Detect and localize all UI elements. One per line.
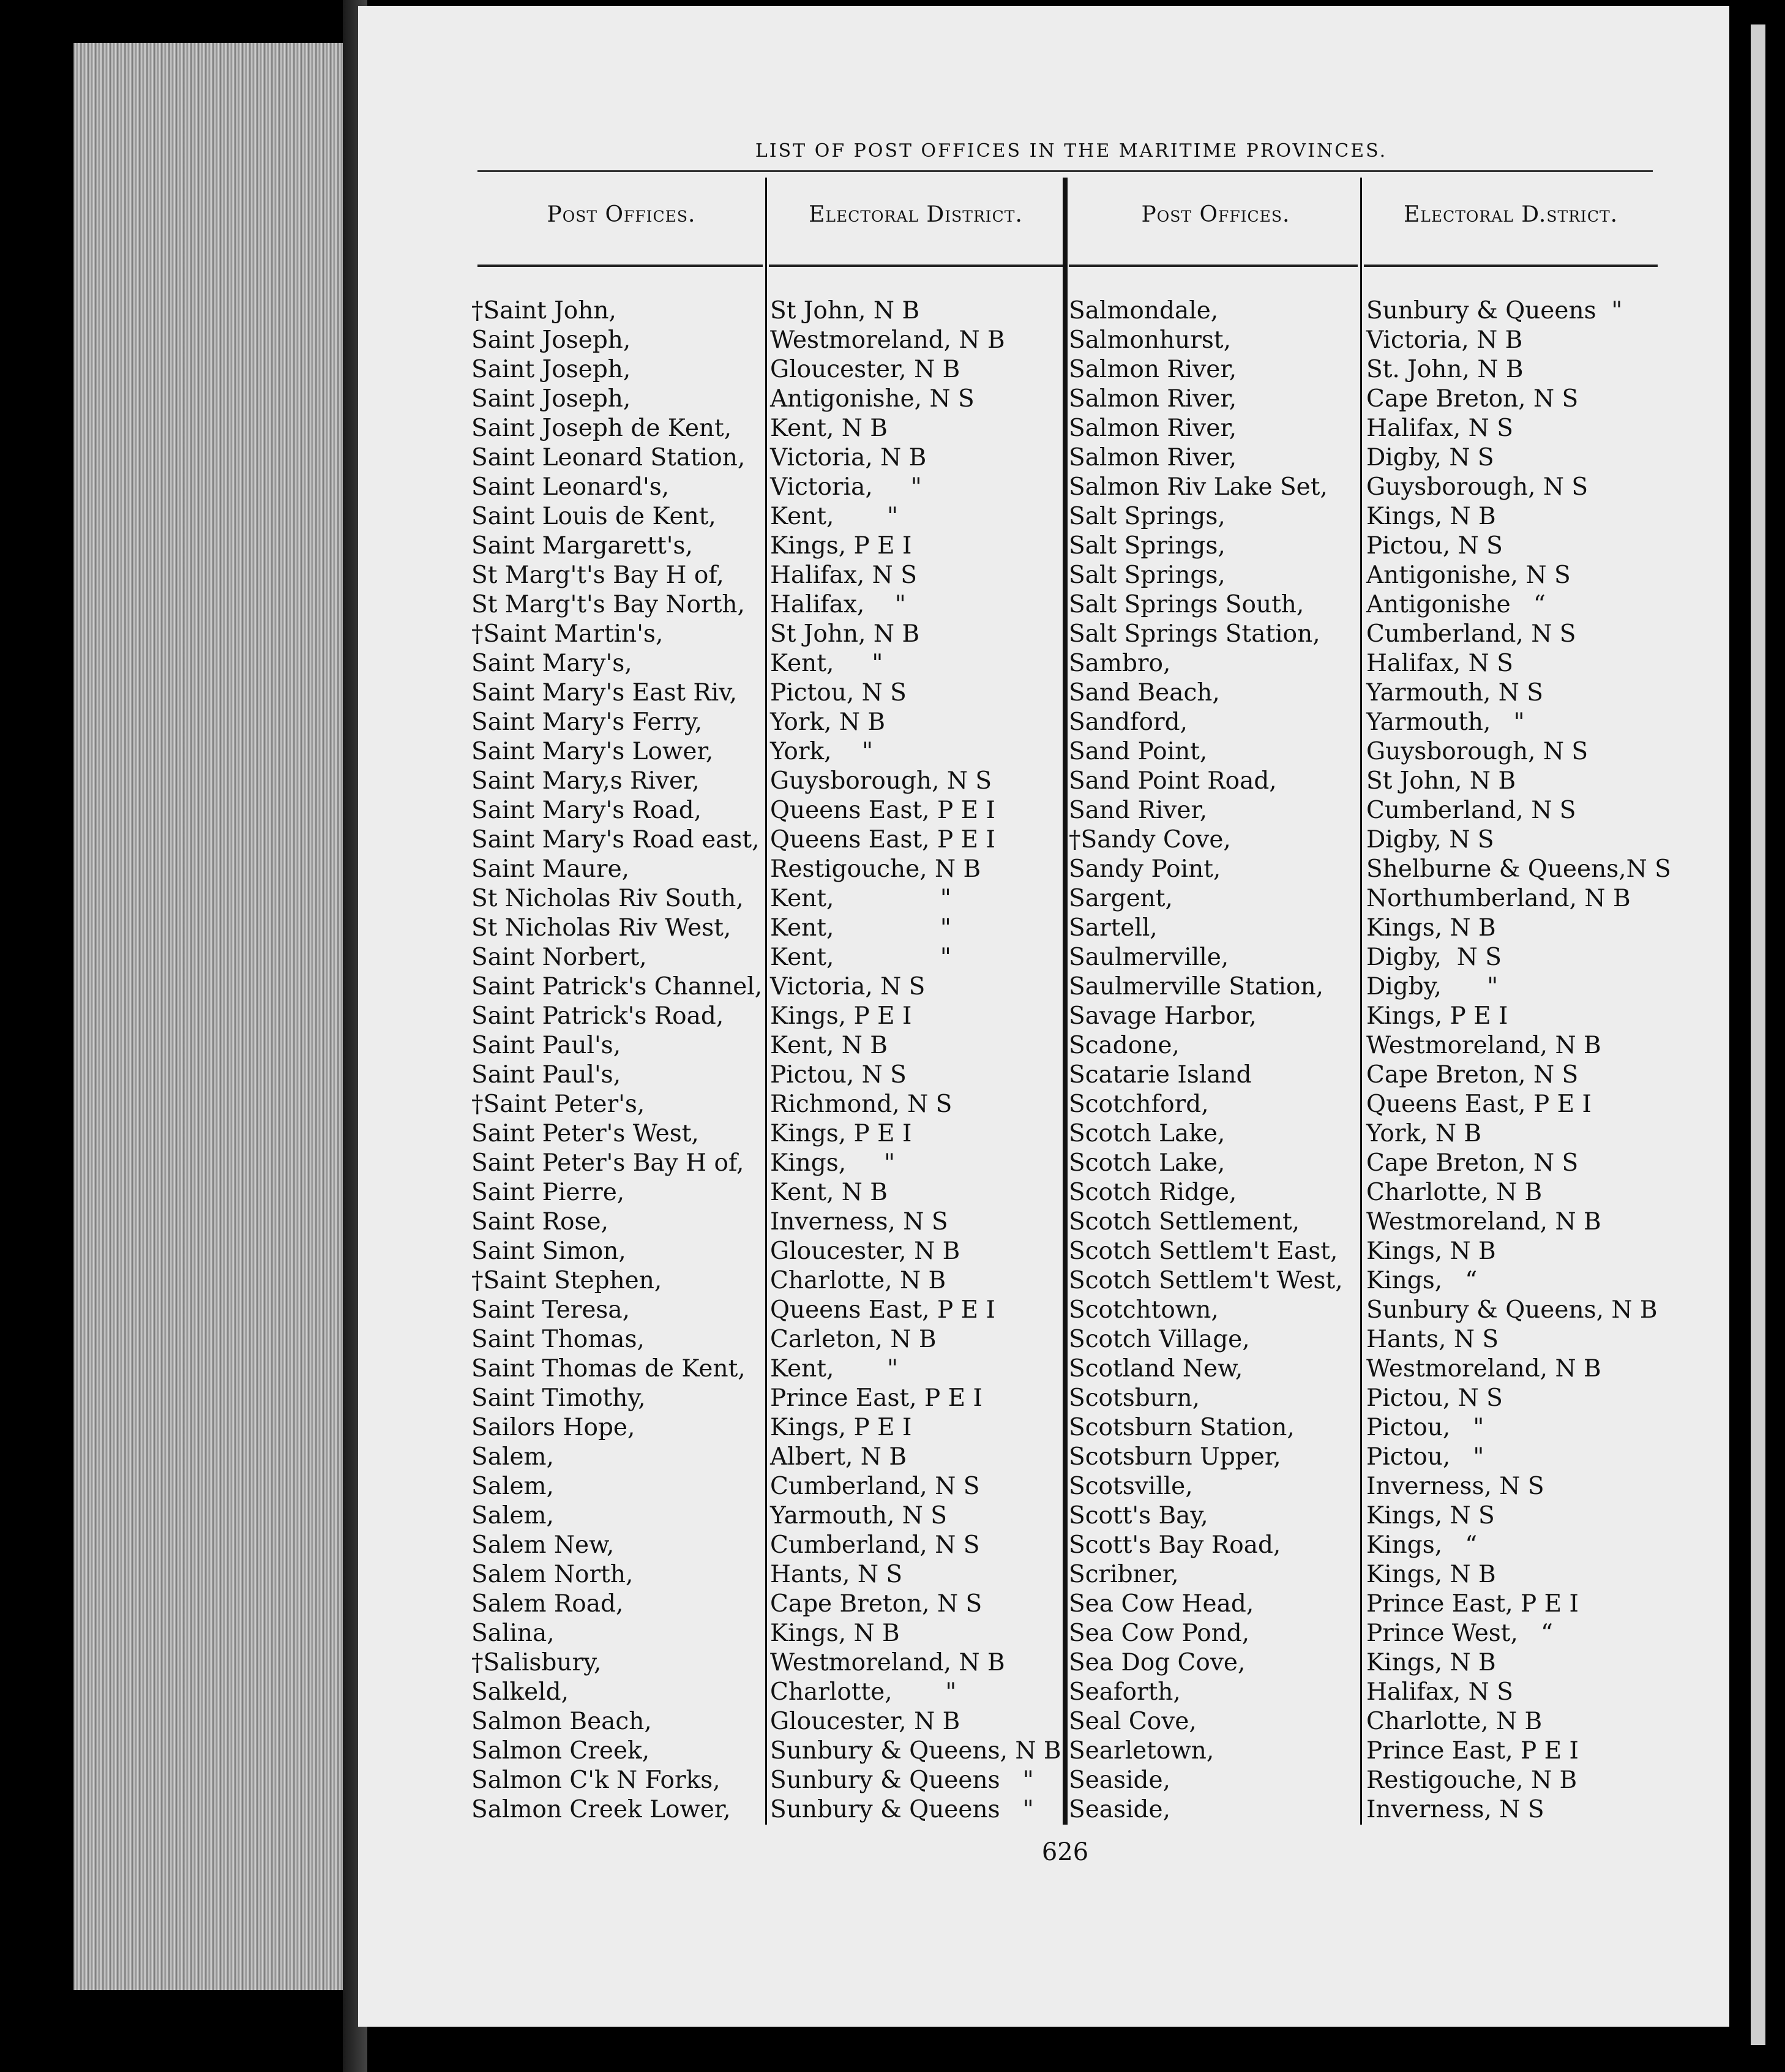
electoral-district-entry: York, N B [770,708,886,736]
post-office-entry: Salmonhurst, [1069,326,1231,354]
electoral-district-entry: York, " [770,738,874,765]
post-office-entry: Salmon C'k N Forks, [471,1766,720,1794]
electoral-district-entry: Northumberland, N B [1366,885,1631,912]
post-office-entry: Scotsburn, [1069,1384,1200,1412]
electoral-district-entry: St John, N B [770,620,920,648]
electoral-district-entry: Victoria, N B [770,444,927,471]
post-office-entry: Seaforth, [1069,1678,1181,1706]
post-office-entry: Sandy Point, [1069,855,1221,883]
post-office-entry: Saint Joseph, [471,326,631,354]
post-office-entry: Saint Rose, [471,1208,608,1236]
page-number: 626 [1041,1838,1089,1866]
post-office-entry: Salt Springs, [1069,561,1226,589]
post-office-entry: Saint Patrick's Road, [471,1002,724,1030]
header-post-offices-2: Post Offices. [1141,201,1290,227]
electoral-district-entry: Cumberland, N S [770,1473,980,1500]
electoral-district-entry: St John, N B [1366,767,1516,795]
electoral-district-entry: Cumberland, N S [1366,620,1576,648]
post-office-entry: Saint Mary,s River, [471,767,700,795]
electoral-district-entry: Kings, N B [1366,1237,1496,1265]
next-page-edge [1751,24,1765,2045]
post-office-entry: Salmon Riv Lake Set, [1069,473,1328,501]
electoral-district-entry: Charlotte, N B [770,1267,946,1294]
post-office-entry: Scott's Bay Road, [1069,1531,1281,1559]
column-divider-1 [765,178,767,1825]
electoral-district-entry: Queens East, P E I [770,797,995,824]
electoral-district-entry: Kings, N B [770,1620,900,1647]
electoral-district-entry: Victoria, " [770,473,922,501]
electoral-district-entry: Kings, P E I [770,532,912,560]
post-office-entry: Salkeld, [471,1678,569,1706]
header-post-offices-1: Post Offices. [547,201,696,227]
post-office-entry: Saint Mary's, [471,650,632,677]
running-head: LIST OF POST OFFICES IN THE MARITIME PROVINCES. [755,140,1388,162]
electoral-district-entry: Shelburne & Queens,N S [1366,855,1671,883]
post-office-entry: Saint Thomas, [471,1326,645,1353]
electoral-district-entry: Gloucester, N B [770,1237,960,1265]
post-office-entry: Salem, [471,1502,554,1530]
post-office-entry: Scott's Bay, [1069,1502,1208,1530]
top-rule [477,170,1653,172]
electoral-district-entry: Westmoreland, N B [1366,1208,1601,1236]
post-office-entry: Saint Mary's Road, [471,797,702,824]
electoral-district-entry: Kings, N B [1366,503,1496,530]
post-office-entry: Seaside, [1069,1796,1170,1823]
post-office-entry: Saint Joseph, [471,385,631,413]
electoral-district-entry: Kings, N S [1366,1502,1495,1530]
electoral-district-entry: Kent, N B [770,1032,888,1059]
electoral-district-entry: Kings, N B [1366,1561,1496,1588]
electoral-district-entry: Yarmouth, N S [1366,679,1544,707]
electoral-district-entry: Prince East, P E I [1366,1737,1579,1765]
electoral-district-entry: Charlotte, " [770,1678,957,1706]
electoral-district-entry: Cape Breton, N S [770,1590,982,1618]
electoral-district-entry: Digby, N S [1366,444,1494,471]
electoral-district-entry: Antigonishe, N S [770,385,975,413]
electoral-district-entry: Cumberland, N S [1366,797,1576,824]
post-office-entry: Salem Road, [471,1590,624,1618]
electoral-district-entry: Yarmouth, " [1366,708,1525,736]
post-office-entry: Sand Point, [1069,738,1208,765]
post-office-entry: Saint Leonard Station, [471,444,746,471]
electoral-district-entry: Pictou, N S [1366,1384,1503,1412]
post-office-entry: Scotchtown, [1069,1296,1219,1324]
post-office-entry: Salt Springs South, [1069,591,1304,618]
post-office-entry: Saint Peter's West, [471,1120,699,1147]
post-office-entry: Saint Paul's, [471,1061,621,1089]
post-office-entry: Savage Harbor, [1069,1002,1257,1030]
post-office-entry: Saint Norbert, [471,944,647,971]
header-rule-4 [1364,265,1658,267]
electoral-district-entry: Digby, N S [1366,944,1502,971]
electoral-district-entry: Cumberland, N S [770,1531,980,1559]
post-office-entry: Scotch Lake, [1069,1120,1226,1147]
electoral-district-entry: Kings, P E I [770,1120,912,1147]
post-office-entry: Salmon Beach, [471,1708,652,1735]
post-office-entry: St Marg't's Bay North, [471,591,745,618]
post-office-entry: St Nicholas Riv West, [471,914,732,942]
post-office-entry: Scotchford, [1069,1090,1209,1118]
post-office-entry: Saint Teresa, [471,1296,631,1324]
electoral-district-entry: Kings, N B [1366,1649,1496,1676]
post-office-entry: Saint Margarett's, [471,532,693,560]
post-office-entry: Sea Cow Pond, [1069,1620,1250,1647]
post-office-entry: Saint Peter's Bay H of, [471,1149,744,1177]
electoral-district-entry: Kings, P E I [1366,1002,1508,1030]
post-office-entry: †Sandy Cove, [1069,826,1231,854]
post-office-entry: †Salisbury, [471,1649,602,1676]
electoral-district-entry: Antigonishe, N S [1366,561,1571,589]
electoral-district-entry: Restigouche, N B [1366,1766,1577,1794]
post-office-entry: Saint Paul's, [471,1032,621,1059]
post-office-entry: Sambro, [1069,650,1171,677]
electoral-district-entry: Digby, N S [1366,826,1494,854]
right-districts-column [1366,296,1671,1825]
electoral-district-entry: Hants, N S [770,1561,903,1588]
post-office-entry: Scotch Village, [1069,1326,1250,1353]
post-office-entry: Saint Timothy, [471,1384,646,1412]
electoral-district-entry: Pictou, N S [770,679,907,707]
electoral-district-entry: Cape Breton, N S [1366,1061,1579,1089]
post-office-entry: Salmon River, [1069,356,1237,383]
electoral-district-entry: St John, N B [770,297,920,325]
post-office-entry: Sandford, [1069,708,1188,736]
post-office-entry: St Nicholas Riv South, [471,885,744,912]
post-office-entry: Saint Mary's East Riv, [471,679,738,707]
electoral-district-entry: Pictou, " [1366,1414,1484,1441]
post-office-entry: †Saint John, [471,297,616,325]
post-office-entry: Scribner, [1069,1561,1179,1588]
electoral-district-entry: Sunbury & Queens, N B [770,1737,1061,1765]
post-office-entry: Saint Joseph de Kent, [471,415,732,442]
electoral-district-entry: Prince East, P E I [770,1384,982,1412]
post-office-entry: St Marg't's Bay H of, [471,561,724,589]
column-divider-center [1063,178,1068,1825]
electoral-district-entry: Prince West, “ [1366,1620,1553,1647]
left-post-offices-column [471,296,763,1825]
electoral-district-entry: Kent, " [770,650,883,677]
post-office-entry: †Saint Stephen, [471,1267,662,1294]
header-rule-2 [769,265,1063,267]
post-office-entry: †Saint Martin's, [471,620,664,648]
post-office-entry: Salem, [471,1443,554,1471]
post-office-entry: Scotsburn Station, [1069,1414,1295,1441]
electoral-district-entry: Westmoreland, N B [1366,1355,1601,1383]
post-office-entry: Sailors Hope, [471,1414,635,1441]
post-office-entry: Sand Beach, [1069,679,1220,707]
electoral-district-entry: Victoria, N B [1366,326,1523,354]
electoral-district-entry: Inverness, N S [1366,1796,1544,1823]
post-office-entry: Salem New, [471,1531,615,1559]
post-office-entry: Salmon River, [1069,415,1237,442]
electoral-district-entry: Guysborough, N S [1366,738,1589,765]
electoral-district-entry: Pictou, " [1366,1443,1484,1471]
electoral-district-entry: Cape Breton, N S [1366,1149,1579,1177]
electoral-district-entry: Digby, " [1366,973,1499,1000]
post-office-entry: Scatarie Island [1069,1061,1252,1089]
electoral-district-entry: Restigouche, N B [770,855,981,883]
electoral-district-entry: Prince East, P E I [1366,1590,1579,1618]
electoral-district-entry: Yarmouth, N S [770,1502,948,1530]
electoral-district-entry: Kings, N B [1366,914,1496,942]
electoral-district-entry: Halifax, N S [770,561,917,589]
post-office-entry: Saulmerville Station, [1069,973,1323,1000]
post-office-entry: Salmon River, [1069,444,1237,471]
electoral-district-entry: Victoria, N S [770,973,926,1000]
post-office-entry: Salem, [471,1473,554,1500]
post-office-entry: Scotch Settlement, [1069,1208,1300,1236]
post-office-entry: Salt Springs, [1069,503,1226,530]
post-office-entry: Salina, [471,1620,555,1647]
electoral-district-entry: Inverness, N S [1366,1473,1544,1500]
electoral-district-entry: Kings, P E I [770,1002,912,1030]
post-office-entry: Saint Mary's Ferry, [471,708,703,736]
post-office-entry: Saint Louis de Kent, [471,503,716,530]
post-office-entry: Scotch Ridge, [1069,1179,1237,1206]
electoral-district-entry: Charlotte, N B [1366,1708,1543,1735]
post-office-entry: Seal Cove, [1069,1708,1197,1735]
post-office-entry: Scadone, [1069,1032,1180,1059]
electoral-district-entry: Charlotte, N B [1366,1179,1543,1206]
electoral-district-entry: Halifax, N S [1366,650,1513,677]
electoral-district-entry: Pictou, N S [1366,532,1503,560]
post-office-entry: Salmon Creek Lower, [471,1796,731,1823]
post-office-entry: Saint Joseph, [471,356,631,383]
electoral-district-entry: Kent, N B [770,1179,888,1206]
electoral-district-entry: Antigonishe “ [1366,591,1546,618]
post-office-entry: Salt Springs Station, [1069,620,1320,648]
electoral-district-entry: Kent, N B [770,415,888,442]
electoral-district-entry: Kent, " [770,885,951,912]
post-office-entry: Saint Mary's Lower, [471,738,714,765]
post-office-entry: Saint Simon, [471,1237,626,1265]
electoral-district-entry: Sunbury & Queens, N B [1366,1296,1658,1324]
post-office-entry: Searletown, [1069,1737,1214,1765]
post-office-entry: Scotsburn Upper, [1069,1443,1281,1471]
post-office-entry: Scotsville, [1069,1473,1193,1500]
post-office-entry: Saint Pierre, [471,1179,625,1206]
electoral-district-entry: Richmond, N S [770,1090,952,1118]
electoral-district-entry: Sunbury & Queens " [770,1796,1034,1823]
electoral-district-entry: Guysborough, N S [1366,473,1589,501]
electoral-district-entry: Albert, N B [770,1443,907,1471]
post-office-entry: Saint Maure, [471,855,630,883]
electoral-district-entry: Gloucester, N B [770,1708,960,1735]
post-office-entry: Saint Patrick's Channel, [471,973,763,1000]
post-office-entry: Salmondale, [1069,297,1219,325]
electoral-district-entry: Westmoreland, N B [770,1649,1005,1676]
post-office-entry: Sand Point Road, [1069,767,1277,795]
electoral-district-entry: St. John, N B [1366,356,1524,383]
electoral-district-entry: Queens East, P E I [1366,1090,1592,1118]
post-office-entry: Scotch Lake, [1069,1149,1226,1177]
electoral-district-entry: Guysborough, N S [770,767,992,795]
left-districts-column [770,296,1061,1825]
post-office-entry: Sea Cow Head, [1069,1590,1254,1618]
post-office-entry: Salem North, [471,1561,634,1588]
post-office-entry: Scotch Settlem't East, [1069,1237,1338,1265]
post-office-entry: Saulmerville, [1069,944,1229,971]
electoral-district-entry: Westmoreland, N B [770,326,1005,354]
electoral-district-entry: Queens East, P E I [770,1296,995,1324]
electoral-district-entry: Queens East, P E I [770,826,995,854]
electoral-district-entry: Gloucester, N B [770,356,960,383]
electoral-district-entry: Carleton, N B [770,1326,937,1353]
electoral-district-entry: York, N B [1366,1120,1482,1147]
post-office-entry: Saint Thomas de Kent, [471,1355,746,1383]
post-office-entry: Sartell, [1069,914,1158,942]
electoral-district-entry: Kent, " [770,944,951,971]
electoral-district-entry: Kings, “ [1366,1531,1478,1559]
post-office-entry: Saint Leonard's, [471,473,670,501]
electoral-district-entry: Halifax, N S [1366,1678,1513,1706]
electoral-district-entry: Cape Breton, N S [1366,385,1579,413]
post-office-entry: Salmon Creek, [471,1737,650,1765]
post-office-entry: †Saint Peter's, [471,1090,645,1118]
post-office-entry: Salmon River, [1069,385,1237,413]
electoral-district-entry: Halifax, " [770,591,906,618]
header-rule-3 [1069,265,1358,267]
electoral-district-entry: Sunbury & Queens " [770,1766,1034,1794]
electoral-district-entry: Kent, " [770,503,899,530]
page-edges [73,43,361,1990]
electoral-district-entry: Westmoreland, N B [1366,1032,1601,1059]
post-office-entry: Salt Springs, [1069,532,1226,560]
electoral-district-entry: Sunbury & Queens " [1366,297,1623,325]
header-rule-1 [477,265,763,267]
electoral-district-entry: Kent, " [770,1355,899,1383]
post-office-entry: Scotch Settlem't West, [1069,1267,1343,1294]
post-office-entry: Seaside, [1069,1766,1170,1794]
post-office-entry: Scotland New, [1069,1355,1243,1383]
electoral-district-entry: Inverness, N S [770,1208,948,1236]
electoral-district-entry: Kings, " [770,1149,896,1177]
electoral-district-entry: Kings, “ [1366,1267,1478,1294]
header-electoral-district-2: Electoral D.strict. [1403,201,1618,227]
electoral-district-entry: Pictou, N S [770,1061,907,1089]
electoral-district-entry: Halifax, N S [1366,415,1513,442]
post-office-entry: Sargent, [1069,885,1173,912]
electoral-district-entry: Kings, P E I [770,1414,912,1441]
post-office-entry: Saint Mary's Road east, [471,826,760,854]
post-office-entry: Sea Dog Cove, [1069,1649,1246,1676]
right-post-offices-column [1069,296,1358,1825]
post-office-entry: Sand River, [1069,797,1208,824]
column-divider-3 [1360,178,1362,1825]
electoral-district-entry: Kent, " [770,914,951,942]
electoral-district-entry: Hants, N S [1366,1326,1499,1353]
header-electoral-district-1: Electoral District. [809,201,1023,227]
